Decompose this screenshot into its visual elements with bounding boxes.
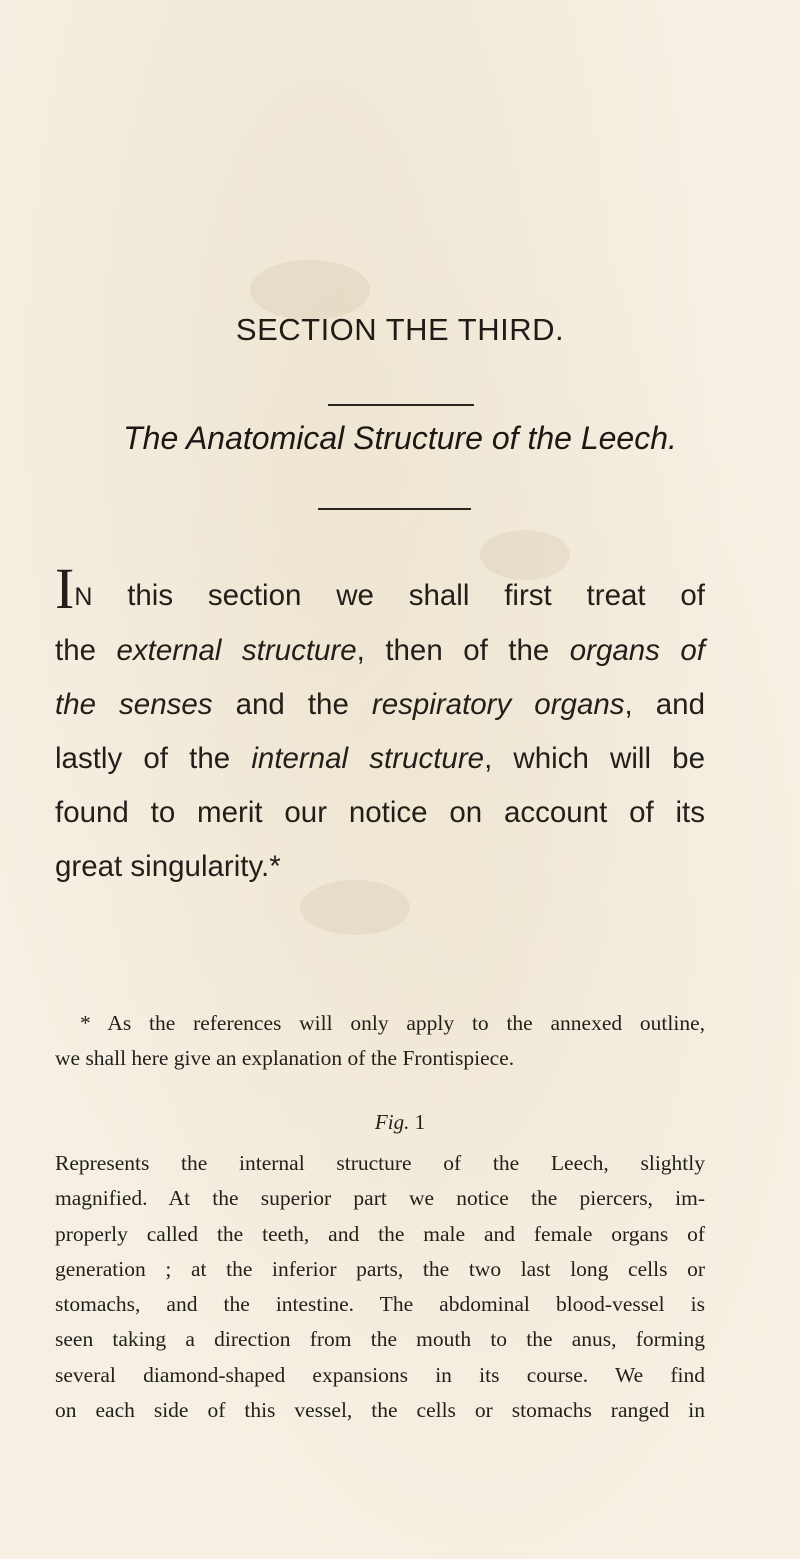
figure-description — [55, 1146, 705, 1428]
figure-description-line: magnified. At the superior part we notice the piercers, im- — [55, 1186, 705, 1211]
figure-number: 1 — [409, 1110, 426, 1134]
body-line — [55, 624, 705, 678]
figure-description-line: several diamond-shaped expansions in its course. We find — [55, 1362, 705, 1387]
body-text: , and — [624, 688, 705, 721]
italic-term: internal structure — [251, 742, 485, 775]
body-paragraph — [55, 556, 705, 894]
body-text: , which will be — [484, 742, 705, 775]
body-text: this section we shall first treat of — [92, 579, 705, 612]
body-line — [55, 678, 705, 732]
chapter-title: The Anatomical Structure of the Leech. — [123, 420, 677, 456]
footnote-line: * As the references will only apply to the annexed outline, — [80, 1011, 705, 1035]
body-text: and the — [212, 688, 372, 721]
figure-description-line: stomachs, and the intestine. The abdominal blood-vessel is — [55, 1292, 705, 1317]
title-rule — [318, 508, 471, 510]
figure-label — [0, 1110, 800, 1135]
figure-description-line: seen taking a direction from the mouth to the anus, forming — [55, 1327, 705, 1352]
body-line — [55, 556, 705, 624]
body-text: , then of the — [356, 634, 570, 667]
small-cap: N — [74, 583, 93, 611]
figure-description-line: Represents the internal structure of the Leech, slightly — [55, 1151, 705, 1175]
figure-label-text: Fig. — [374, 1110, 410, 1134]
body-text: lastly of the — [55, 742, 252, 775]
italic-term: respiratory organs — [371, 688, 625, 721]
figure-description-line: generation ; at the inferior parts, the two last long cells or — [55, 1256, 705, 1281]
section-heading: SECTION THE THIRD. — [235, 312, 565, 347]
figure-description-line: properly called the teeth, and the male and female organs of — [55, 1221, 705, 1246]
italic-term: external structure — [116, 634, 357, 667]
italic-term: organs of — [569, 634, 705, 667]
figure-description-line: on each side of this vessel, the cells or stomachs ranged in — [55, 1398, 705, 1423]
heading-rule — [328, 404, 474, 406]
body-line: found to merit our notice on account of its — [55, 796, 705, 829]
italic-term: the senses — [55, 688, 213, 721]
body-line: great singularity.* — [55, 850, 281, 883]
footnote — [55, 1006, 705, 1076]
body-text: the — [55, 634, 117, 667]
body-line — [55, 732, 705, 786]
paper-stain — [250, 260, 370, 320]
footnote-line: we shall here give an explanation of the Frontispiece. — [55, 1046, 515, 1070]
drop-cap: I — [55, 556, 75, 621]
